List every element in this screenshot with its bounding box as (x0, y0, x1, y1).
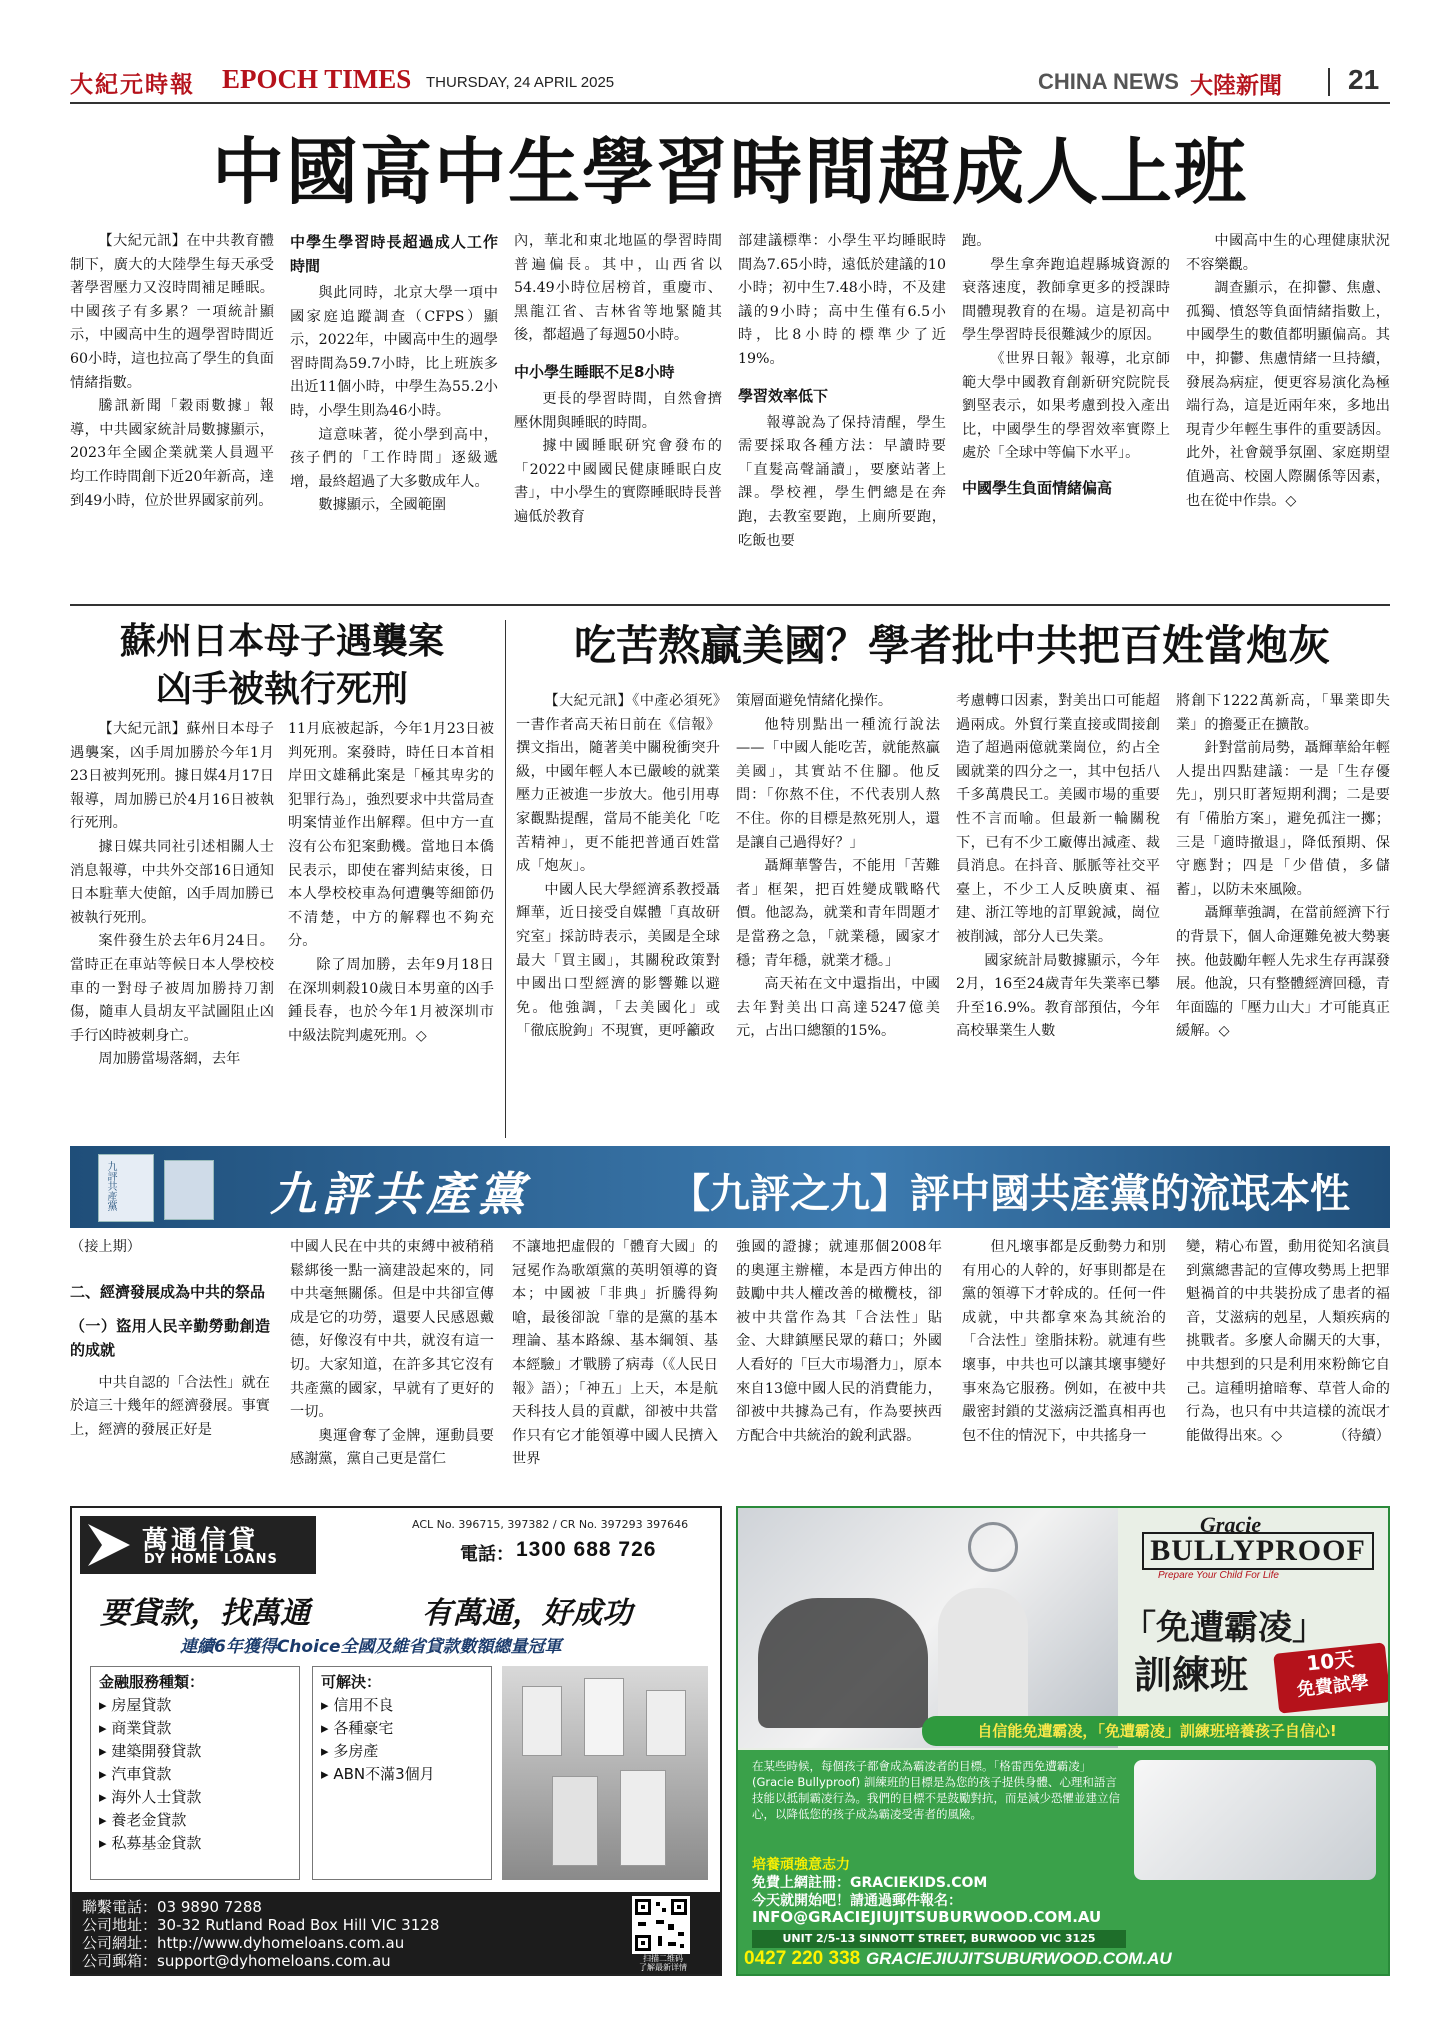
a3-col2 (736, 690, 940, 1138)
slogan-b: 有萬通，好成功 (422, 1596, 632, 1631)
paragraph: 更長的學習時間，自然會擠壓休閒與睡眠的時間。 (514, 390, 722, 431)
trophy-icon (522, 1686, 562, 1756)
book-title: 九評共產黨 (105, 1161, 116, 1211)
paragraph: 針對當前局勢，聶輝華給年輕人提出四點建議：一是「生存優先」，別只盯著短期利潤；二是要有「備胎方案」，避免孤注一擲；三是「適時撤退」，降低預期、保守應對；四是「少借債，多儲蓄」，以防未來風險。 (1176, 740, 1390, 898)
qr-code-icon[interactable] (632, 1896, 690, 1954)
a1-col4 (738, 230, 946, 592)
banner-title-right: 【九評之九】評中國共產黨的流氓本性 (670, 1171, 1350, 1217)
solves-box (312, 1666, 492, 1880)
section-cn: 大陸新聞 (1190, 73, 1282, 99)
masthead-rule (70, 102, 1390, 104)
paragraph: 不讓地把虛假的「體育大國」的冠冕作為歌頌黨的英明領導的資本；中國被「非典」折騰得夠嗆，最後卻說「靠的是黨的基本理論、基本路線、基本綱領、基本經驗」才戰勝了病毒（《人民日報》語）；「神五」上天，本是航天科技人員的貢獻，卻被中共當作只有它才能領導中國人民擠入世界 (512, 1239, 718, 1468)
paragraph: 強國的證據；就連那個2008年的奧運主辦權，本是西方伸出的鼓勵中共人權改善的橄欖枝，卻被中共當作為其「合法性」貼金、大肆鎮壓民眾的藉口；外國人看好的「巨大市場潛力」，原本來自13億中國人民的消費能力，卻被中共據為己有，作為要挾西方配合中共統治的銳利武器。 (736, 1239, 942, 1444)
phone-number[interactable]: 0427 220 338 (744, 1948, 861, 1969)
service-item: ▸ 建築開發貸款 (99, 1742, 202, 1760)
a4-col4 (736, 1236, 942, 1490)
paragraph: 【大紀元訊】《中產必須死》一書作者高天祐日前在《信報》撰文指出，隨著美中關稅衝突升級，中國年輕人本已嚴峻的就業壓力正被進一步放大。他引用專家觀點提醒，當局不能美化「吃苦精神」，更不能把普通百姓當成「炮灰」。 (516, 693, 720, 875)
ad-gracie-bullyproof[interactable] (736, 1506, 1390, 1976)
a1-col5 (962, 230, 1170, 592)
contact-bar (72, 1892, 720, 1974)
book-cover-icon (164, 1160, 214, 1220)
contact-address: 公司地址：30-32 Rutland Road Box Hill VIC 3128 (82, 1916, 440, 1934)
solves-title: 可解決： (321, 1673, 382, 1691)
paragraph: 騰訊新聞「穀雨數據」報導，中共國家統計局數據顯示，2023年全國企業就業人員週平均工作時間創下近20年新高，達到49小時，位於世界國家前列。 (70, 398, 274, 509)
brand-cn: 萬通信貸 (142, 1526, 259, 1556)
nine-commentaries-banner (70, 1146, 1390, 1228)
trophy-icon (646, 1690, 686, 1756)
dy-logo-icon (88, 1524, 130, 1566)
paragraph: 學生拿奔跑追趕縣城資源的衰落速度，教師拿更多的授課時間體現教育的在場。這是初高中學生學習時長很難減少的原因。 (962, 256, 1170, 344)
gracie-logo (1138, 1514, 1378, 1584)
paragraph: 考慮轉口因素，對美出口可能超過兩成。外貿行業直接或間接創造了超過兩億就業崗位，約占全國就業的四分之一，其中包括八千多萬農民工。美國市場的重要性不言而喻。但最新一輪關稅下，已有不少工廠傳出減產、裁員消息。在抖音、脈脈等社交平臺上，不少工人反映廣東、福建、浙江等地的訂單銳減，崗位被削減，部分人已失業。 (956, 693, 1160, 945)
service-item: ▸ 商業貸款 (99, 1719, 172, 1737)
info-panel (738, 1750, 1388, 1974)
title-line-1: 「免遭霸凌」 (1122, 1608, 1326, 1648)
award-trophies-image (502, 1666, 708, 1880)
a4-col1 (70, 1236, 270, 1490)
a4-col2 (290, 1236, 494, 1490)
brand-block (80, 1516, 316, 1574)
paragraph: 中國高中生的心理健康狀況不容樂觀。 (1186, 233, 1390, 273)
paragraph: 【大紀元訊】蘇州日本母子遇襲案，凶手周加勝於今年1月23日被判死刑。據日媒4月17日報導，周加勝已於4月16日被執行死刑。 (70, 721, 274, 832)
paragraph: 周加勝當場落網，去年 (98, 1051, 241, 1068)
a4-col6 (1186, 1236, 1390, 1490)
phone-label: 電話： (460, 1544, 514, 1565)
subheading: 中國學生負面情緒偏高 (962, 478, 1113, 497)
slogan-strip: 自信能免遭霸凌，「免遭霸凌」訓練班培養孩子自信心! (922, 1716, 1390, 1746)
contact-phone[interactable]: 聯繫電話：03 9890 7288 (82, 1898, 262, 1916)
a1-col3 (514, 230, 722, 592)
badge-line-2: 免費試學 (1295, 1672, 1370, 1701)
description: 在某些時候，每個孩子都會成為霸凌者的目標。「格雷西免遭霸凌」(Gracie Bullyproof) 訓練班的目標是為您的孩子提供身體、心理和語言技能以抵制霸凌行為。我們的目標不是鼓勵對抗，而是減少恐懼並建立信心，以降低您的孩子成為霸凌受害者的風險。 (752, 1759, 1120, 1821)
solve-item: ▸ ABN不滿3個月 (321, 1765, 435, 1783)
a4-col5 (962, 1236, 1166, 1490)
issue-date: THURSDAY, 24 APRIL 2025 (426, 74, 615, 91)
service-item: ▸ 汽車貸款 (99, 1765, 172, 1783)
paragraph: 聶輝華警告，不能用「苦難者」框架，把百姓變成戰略代價。他認為，就業和青年問題才是當務之急，「就業穩，國家才穩；青年穩，就業才穩。」 (736, 858, 940, 969)
a4-col3 (512, 1236, 718, 1490)
column-divider (505, 620, 506, 1138)
contact-website[interactable]: 公司網址：http://www.dyhomeloans.com.au (82, 1934, 405, 1952)
paragraph: 將創下1222萬新高，「畢業即失業」的擔憂正在擴散。 (1176, 693, 1390, 733)
brand-en: DY HOME LOANS (144, 1552, 278, 1567)
a1-col1 (70, 230, 274, 592)
page-number: 21 (1348, 64, 1380, 95)
header-divider (1328, 68, 1330, 96)
trophy-icon (620, 1770, 666, 1866)
service-item: ▸ 海外人士貸款 (99, 1788, 202, 1806)
paragraph: 中共自認的「合法性」就在於這三十幾年的經濟發展。事實上，經濟的發展正好是 (70, 1374, 270, 1438)
services-title: 金融服務種類： (99, 1673, 205, 1691)
book-cover-icon (98, 1154, 154, 1222)
paragraph: 調查顯示，在抑鬱、焦慮、孤獨、憤怒等負面情緒指數上，中國學生的數值都明顯偏高。其中，抑鬱、焦慮情緒一旦持續，發展為病症，便更容易演化為極端行為，這是近兩年來，多地出現青少年輕生事件的重要誘因。此外，社會競爭氛圍、家庭期望值過高、校園人際關係等因素，也在從中作祟。◇ (1186, 280, 1390, 509)
cta-3: 今天就開始吧！請通過郵件報名： (752, 1893, 962, 1909)
paragraph: 【大紀元訊】在中共教育體制下，廣大的大陸學生每天承受著學習壓力又沒時間補足睡眠。中國孩子有多累？一項統計顯示，中國高中生的週學習時間近60小時，這也拉高了學生的負面情緒指數。 (70, 233, 274, 391)
article3-headline: 吃苦熬贏美國？學者批中共把百姓當炮灰 (573, 621, 1330, 670)
headline-line-2: 凶手被執行死刑 (155, 669, 408, 710)
trophy-icon (552, 1776, 598, 1866)
paragraph: 案件發生於去年6月24日。當時正在車站等候日本人學校校車的一對母子被周加勝持刀割傷，隨車人員胡友平試圖阻止凶手行凶時被刺身亡。 (70, 933, 274, 1044)
suzhou-headline (70, 618, 494, 714)
headline-line-1: 蘇州日本母子遇襲案 (119, 621, 444, 662)
paragraph: 除了周加勝，去年9月18日在深圳刺殺10歲日本男童的凶手鍾長春，也於今年1月被深圳市中級法院判處死刑。◇ (288, 956, 494, 1044)
paragraph: 策層面避免情緒化操作。 (736, 693, 893, 709)
cta-1: 培養頑強意志力 (752, 1857, 850, 1873)
paragraph: 據中國睡眠研究會發布的「2022中國國民健康睡眠白皮書」，中小學生的實際睡眠時長普遍低於教育 (514, 438, 722, 525)
section-en: CHINA NEWS (1038, 69, 1179, 94)
title-line-2: 訓練班 (1134, 1653, 1249, 1697)
trophy-icon (584, 1678, 624, 1756)
paragraph: 與此同時，北京大學一項中國家庭追蹤調查（CFPS）顯示，2022年，中國高中生的週學習時間為59.7小時，比上班族多出近11個小時，中學生為55.2小時，小學生則為46小時。 (290, 285, 498, 419)
paragraph: 但凡壞事都是反動勢力和別有用心的人幹的，好事則都是在黨的領導下才幹成的。任何一件成就，中共都拿來為其統治的「合法性」塗脂抹粉。就連有些壞事，中共也可以讓其壞事變好事來為它服務。例如，在被中共嚴密封鎖的艾滋病泛濫真相再也包不住的情況下，中共搖身一 (962, 1239, 1166, 1444)
paragraph: 據日媒共同社引述相關人士消息報導，中共外交部16日通知日本駐華大使館，凶手周加勝已被執行死刑。 (70, 838, 274, 926)
paragraph: 《世界日報》報導，北京師範大學中國教育創新研究院院長劉堅表示，如果考慮到投入產出比，中國學生的學習效率實際上處於「全球中等偏下水平」。 (962, 350, 1170, 462)
service-item: ▸ 私募基金貸款 (99, 1834, 202, 1852)
contact-email[interactable]: 公司郵箱：support@dyhomeloans.com.au (82, 1952, 391, 1970)
martial-arts-photo (738, 1508, 1118, 1748)
logo-en: EPOCH TIMES (222, 64, 412, 94)
paragraph: 聶輝華強調，在當前經濟下行的背景下，個人命運難免被大勢裹挾。他鼓勵年輕人先求生存再謀發展。他說，只有整體經濟回穩，青年面臨的「壓力山大」才可能真正緩解。◇ (1176, 905, 1390, 1040)
paragraph: 高天祐在文中還指出，中國去年對美出口高達5247億美元，占出口總額的15%。 (736, 976, 940, 1040)
masthead (70, 62, 1390, 102)
free-trial-badge[interactable] (1273, 1642, 1390, 1713)
service-item: ▸ 養老金貸款 (99, 1811, 187, 1829)
qr-caption: 扫描二维码 了解最新详情 (639, 1954, 687, 1972)
service-item: ▸ 房屋貸款 (99, 1696, 172, 1714)
solve-item: ▸ 多房產 (321, 1742, 379, 1760)
a3-col4 (1176, 690, 1390, 1138)
paragraph: 中國人民大學經濟系教授聶輝華，近日接受自媒體「真故研究室」採訪時表示，美國是全球最大「買主國」，其關稅政策對中國出口型經濟的影響難以避免。他強調，「去美國化」或「徹底脫鉤」不現實，更呼籲政 (516, 881, 720, 1040)
logo-top: Gracie (1200, 1512, 1262, 1537)
services-box (90, 1666, 300, 1880)
smiley-icon (968, 1522, 1018, 1572)
child-figure (938, 1588, 1028, 1728)
a2-col1 (70, 718, 274, 1138)
banner-title-left: 九評共產黨 (270, 1167, 530, 1221)
main-headline: 中國高中生學習時間超成人上班 (211, 129, 1248, 214)
paragraph: 奧運會奪了金牌，運動員要感謝黨，黨自己更是當仁 (290, 1427, 494, 1468)
to-be-continued: （待續） (1333, 1428, 1390, 1445)
paragraph: 跑。 (962, 233, 991, 249)
paragraph: 11月底被起訴，今年1月23日被判死刑。案發時，時任日本首相岸田文雄稱此案是「極其卑劣的犯罪行為」，強烈要求中共當局查明案情並作出解釋。但中方一直沒有公布犯案動機。當地日本僑民表示，即使在審判結束後，日本人學校校車為何遭襲等細節仍不清楚，中方的解釋也不夠充分。 (288, 721, 494, 950)
subheading: 二、經濟發展成為中共的祭品 (70, 1282, 266, 1301)
paragraph: 他特別點出一種流行說法——「中國人能吃苦，就能熬贏美國」，其實站不住腳。他反問：「你熬不住，不代表別人熬不住。你的目標是熬死別人，還是讓自己過得好？」 (736, 716, 940, 851)
license-numbers: ACL No. 396715, 397382 / CR No. 397293 397646 (412, 1518, 689, 1531)
paragraph: 數據顯示，全國範圍 (318, 497, 447, 514)
slogan-a: 要貸款，找萬通 (100, 1596, 310, 1631)
a2-col2 (288, 718, 494, 1138)
a3-col3 (956, 690, 1160, 1138)
badge-line-1: 10天 (1305, 1646, 1356, 1676)
logo-sub: Prepare Your Child For Life (1158, 1570, 1279, 1581)
a1-col2 (290, 230, 498, 592)
solve-item: ▸ 信用不良 (321, 1696, 394, 1714)
a3-col1 (516, 690, 720, 1138)
paragraph: 變，精心布置，動用從知名演員到黨總書記的宣傳攻勢馬上把罪魁禍首的中共裝扮成了患者的福音，艾滋病的剋星，人類疾病的挑戰者。多麼人命關天的大事，中共想到的只是利用來粉飾它自己。這種明搶暗奪、草菅人命的行為，也只有中共這樣的流氓才能做得出來。◇ (1186, 1239, 1390, 1444)
subheading: 中學生學習時長超過成人工作時間 (290, 233, 498, 275)
continued-label: （接上期） (70, 1239, 141, 1255)
paragraph: 中國人民在中共的束縛中被稍稍鬆綁後一點一滴建設起來的，同中共毫無關係。但是中共卻宣傳成是它的功勞，還要人民感恩戴德，好像沒有中共，就沒有這一切。大家知道，在許多其它沒有共產黨的國家，早就有了更好的一切。 (290, 1239, 494, 1421)
phone-number[interactable]: 1300 688 726 (516, 1538, 657, 1561)
website[interactable]: GRACIEJIUJITSUBURWOOD.COM.AU (866, 1949, 1172, 1968)
paragraph: 內，華北和東北地區的學習時間普遍偏長。其中，山西省以54.49小時位居榜首，重慶市、黑龍江省、吉林省等地緊隨其後，都超過了每週50小時。 (514, 233, 722, 344)
solve-item: ▸ 各種豪宅 (321, 1719, 394, 1737)
adult-figure (758, 1598, 928, 1728)
subheading: 學習效率低下 (738, 386, 829, 405)
paragraph: 部建議標準：小學生平均睡眠時間為7.65小時，遠低於建議的10小時；初中生7.48小時，不及建議的9小時；高中生僅有6.5小時，比8小時的標準少了近19%。 (738, 233, 946, 367)
logo-main: BULLYPROOF (1142, 1532, 1374, 1570)
cta-2[interactable]: 免費上網註冊：GRACIEKIDS.COM (752, 1875, 988, 1891)
logo-cn: 大紀元時報 (70, 71, 195, 98)
signup-email[interactable]: INFO@GRACIEJIUJITSUBURWOOD.COM.AU (752, 1908, 1102, 1926)
address-bar: UNIT 2/5-13 SINNOTT STREET, BURWOOD VIC 3125 (752, 1930, 1126, 1948)
tagline: 連續6年獲得Choice全國及維省貸款數額總量冠軍 (180, 1637, 562, 1657)
kids-photo (1134, 1760, 1376, 1880)
subheading: （一）盜用人民辛勤勞動創造的成就 (70, 1316, 270, 1359)
ad-dy-home-loans[interactable] (70, 1506, 722, 1976)
paragraph: 報導說為了保持清醒，學生需要採取各種方法：早讀時要「直髮高聲誦讀」，要麼站著上課。學校裡，學生們總是在奔跑，去教室要跑，上廁所要跑，吃飯也要 (738, 414, 946, 549)
a1-col6 (1186, 230, 1390, 592)
paragraph: 國家統計局數據顯示，今年2月，16至24歲青年失業率已攀升至16.9%。教育部預估，今年高校畢業生人數 (956, 952, 1160, 1040)
paragraph: 這意味著，從小學到高中，孩子們的「工作時間」逐級遞增，最終超過了大多數成年人。 (290, 426, 498, 490)
section-rule (70, 604, 1390, 606)
subheading: 中小學生睡眠不足8小時 (514, 362, 675, 381)
